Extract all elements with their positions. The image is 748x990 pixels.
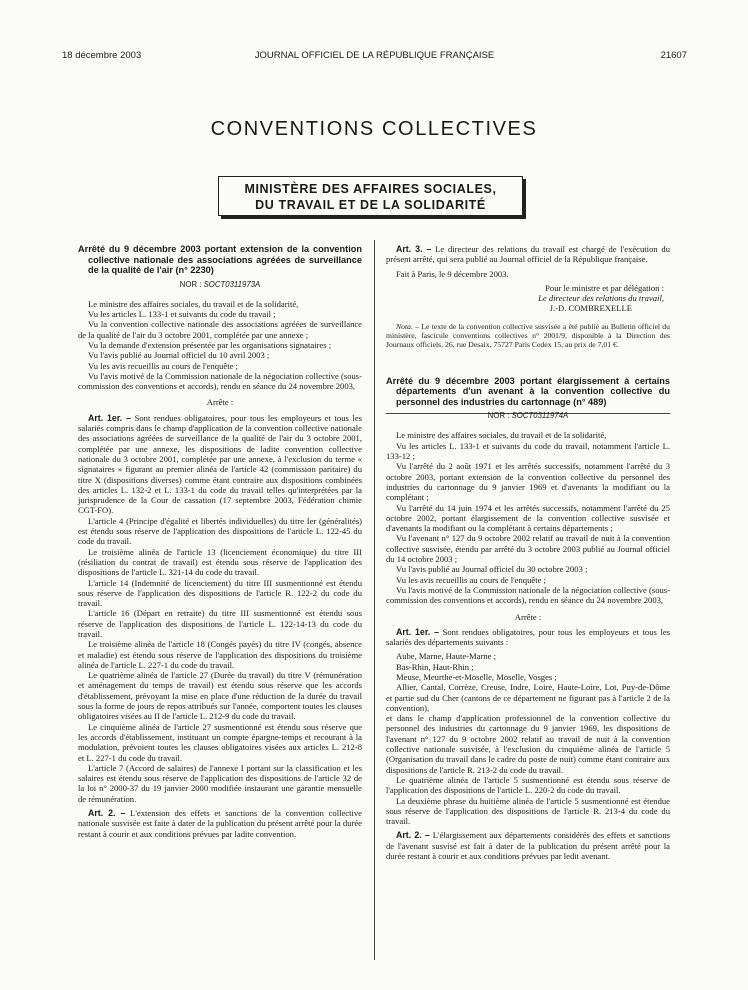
arrete-heading: Arrête : — [206, 397, 234, 408]
page-header — [62, 50, 687, 64]
signature-line-2: Le directeur des relations du travail, — [538, 293, 664, 304]
article-paragraph: L'article 4 (Principe d'égalité et libertés individuelles) du titre Ier (généralités) est étendu sous réserve de l'application des dispositions de l'article L. 122-45 du code du travail. — [78, 515, 362, 547]
article-label: Art. 2. – — [396, 830, 430, 841]
ministry-line-1: MINISTÈRE DES AFFAIRES SOCIALES, — [244, 182, 497, 196]
visa-paragraph: Le ministre des affaires sociales, du travail et de la solidarité, — [396, 430, 607, 441]
visa-paragraph: Vu l'arrêté du 2 août 1971 et les arrêtés successifs, notamment l'arrêté du 3 octobre 2003, portant extension de la convention collective du personnel des industries du cartonnage du 9 janvier 1969 et d'avenants la modifiant ou la complétant ; — [386, 461, 670, 503]
article-paragraph: L'article 14 (Indemnité de licenciement) du titre III susmentionné est étendu sous réserve de l'application des dispositions de l'article R. 122-2 du code du travail. — [78, 577, 362, 609]
right-column — [386, 244, 670, 861]
article-paragraph: L'article 7 (Accord de salaires) de l'annexe I portant sur la classification et les salaires est étendu sous réserve de l'application des dispositions de l'article 32 de la loi n° 2000-37 du 19 janvier 2000 modifiée instaurant une garantie mensuelle de rémunération. — [78, 762, 362, 804]
signature-line-1: Pour le ministre et par délégation : — [545, 282, 664, 293]
article-paragraph: Le troisième alinéa de l'article 13 (licenciement économique) du titre III (résiliation du contrat de travail) est étendu sous réserve de l'application des dispositions de l'article L. 321-14 du code du travail. — [78, 546, 362, 578]
nor-code-2: SOCT0311974A — [511, 411, 569, 421]
nor-code: SOCT0311973A — [203, 279, 261, 289]
visa-paragraph: Vu la demande d'extension présentée par les organisations signataires ; — [88, 339, 332, 350]
article-3: Art. 3. – Le directeur des relations du travail est chargé de l'exécution du présent arrêté, qui sera publié au Journal officiel de la République française. — [386, 244, 670, 265]
department-list-item: Meuse, Meurthe-et-Moselle, Moselle, Vosges ; — [396, 672, 557, 682]
nota: Nota. – Le texte de la convention collective susvisée a été publié au Bulletin officiel du ministère, fascicule conventions collectives n° 2001/9, disponible à la Direction des Journaux officiels, 26, rue Desaix, 75727 Paris Cedex 15, au prix de 7,01 €. — [386, 321, 670, 350]
decree-title: Arrêté du 9 décembre 2003 portant extension de la convention collective nationale des associations agréées de surveillance de la qualité de l'air (n° 2230) — [78, 244, 362, 275]
article-paragraph: Le troisième alinéa de l'article 18 (Congés payés) du titre IV (congés, absence et maladie) est étendu sous réserve de l'application des dispositions du troisième alinéa de l'article L. 227-1 du code du travail. — [78, 639, 362, 670]
department-list-item: Allier, Cantal, Corrèze, Creuse, Indre, Loire, Haute-Loire, Lot, Puy-de-Dôme et partie sud du Cher (cantons de ce département ne figurant pas à l'article 2 de la convention), — [386, 682, 670, 713]
article-paragraph: La deuxième phrase du huitième alinéa de l'article 5 susmentionné est étendue sous réserve de l'application des dispositions de l'article R. 213-4 du code du travail. — [386, 795, 670, 827]
ministry-line-2: DU TRAVAIL ET DE LA SOLIDARITÉ — [255, 198, 486, 212]
department-list-item: Bas-Rhin, Haut-Rhin ; — [396, 661, 474, 672]
arrete-heading-2: Arrête : — [514, 611, 542, 622]
section-title: CONVENTIONS COLLECTIVES — [210, 118, 538, 140]
nor-reference-2: NOR : SOCT0311974A — [487, 411, 569, 421]
article-1-2: Art. 1er. – Sont rendues obligatoires, pour tous les employeurs et tous les salariés des départements suivants : — [386, 626, 670, 648]
header-date: 18 décembre 2003 — [62, 50, 142, 61]
visa-paragraph: Vu l'avis motivé de la Commission nationale de la négociation collective (sous-commission des conventions et accords), rendu en séance du 24 novembre 2003, — [78, 370, 362, 392]
decree-title-2: Arrêté du 9 décembre 2003 portant élargissement à certains départements d'un avenant à la convention collective du personnel des industries du cartonnage (n° 489) — [386, 375, 670, 407]
article-paragraph: Le quatrième alinéa de l'article 5 susmentionné est étendu sous réserve de l'application des dispositions de l'article L. 220-2 du code du travail. — [386, 774, 670, 796]
signatory-name: J.-D. COMBREXELLE — [549, 303, 632, 314]
signature-place-date: Fait à Paris, le 9 décembre 2003. — [396, 268, 509, 279]
visa-paragraph: Vu l'avenant n° 127 du 9 octobre 2002 relatif au travail de nuit à la convention collective susvisée, étendu par arrêté du 3 octobre 2003 publié au Journal officiel du 14 octobre 2003 ; — [386, 533, 670, 565]
article-paragraph: Le cinquième alinéa de l'article 27 susmentionné est étendu sous réserve que les accords d'établissement, instituant un compte épargne-temps et recourant à la modulation, prévoient toutes les clauses obligatoires visées aux articles L. 212-8 et L. 227-1 du code du travail. — [78, 721, 362, 763]
department-list-item: Aube, Marne, Haute-Marne ; — [396, 651, 496, 662]
article-label: Art. 1er. – — [396, 626, 439, 637]
visa-paragraph: Vu les avis recueillis au cours de l'enquête ; — [396, 574, 546, 585]
article-2-2: Art. 2. – L'élargissement aux départements considérés des effets et sanctions de l'avenant susvisé est fait à dater de la publication du présent arrêté pour la durée restant à courir et aux conditions prévues par ledit avenant. — [386, 830, 670, 862]
visa-paragraph: Vu les avis recueillis au cours de l'enquête ; — [88, 360, 238, 371]
article-label: Art. 3. – — [396, 244, 432, 254]
header-journal: JOURNAL OFFICIEL DE LA RÉPUBLIQUE FRANÇAISE — [254, 50, 495, 61]
column-divider — [374, 240, 375, 960]
article-label: Art. 1er. – — [88, 412, 131, 423]
article-paragraph: L'article 16 (Départ en retraite) du titre III susmentionné est étendu sous réserve de l'application des dispositions de l'article L. 122-14-13 du code du travail. — [78, 608, 362, 639]
article-paragraph: Le quatrième alinéa de l'article 27 (Durée du travail) du titre V (rémunération et aménagement du temps de travail) est étendu sous réserve que les accords d'établissement, prévoyant la mise en place d'une réduction de la durée du travail sous la forme de jours de repos attribués sur l'année, comportent toutes les clauses obligatoires visées au II de l'article L. 212-9 du code du travail. — [78, 670, 362, 722]
article-continuation: et dans le champ d'application professionnel de la convention collective du personnel des industries du cartonnage du 9 janvier 1969, les dispositions de l'avenant n° 127 du 9 octobre 2002 relatif au travail de nuit à la convention collective nationale susvisée, à l'exclusion du cinquième alinéa de l'article 5 (Organisation du travail dans le cadre du poste de nuit) comme étant contraire aux dispositions de l'article R. 213-2 du code du travail. — [386, 713, 670, 775]
header-page-number: 21607 — [660, 50, 687, 61]
visa-paragraph: Vu les articles L. 133-1 et suivants du code du travail ; — [88, 309, 276, 320]
ministry-box — [218, 176, 523, 216]
article-1: Art. 1er. – Sont rendues obligatoires, pour tous les employeurs et tous les salariés compris dans le champ d'application de la convention collective nationale des associations agréées de surveillance de la qualité de l'air du 3 octobre 2001, complétée par une annexe, les dispositions de ladite convention collective nationale du 3 octobre 2001, complétée par une annexe, à l'exclusion du terme « signataires » figurant au premier alinéa de l'article 42 (commission paritaire) du titre X (dispositions diverses) comme étant contraire aux dispositions combinées des articles L. 132-2 et L. 133-1 du code du travail telles qu'interprétées par la jurisprudence de la Cour de cassation (17 septembre 2003, Fédération chimie CGT-FO). — [78, 412, 362, 516]
visa-paragraph: Vu l'avis publié au Journal officiel du 30 octobre 2003 ; — [396, 564, 588, 575]
visa-paragraph: Vu l'arrêté du 14 juin 1974 et les arrêtés successifs, notamment l'arrêté du 25 octobre 2002, portant élargissement de la convention collective susvisée et d'avenants la modifiant ou la complétant à certains départements ; — [386, 502, 670, 534]
visa-paragraph: Vu les articles L. 133-1 et suivants du code du travail, notamment l'article L. 133-12 ; — [386, 440, 670, 462]
article-label: Art. 2. – — [88, 808, 126, 819]
visa-paragraph: Vu l'avis motivé de la Commission nationale de la négociation collective (sous-commission des conventions et accords), rendu en séance du 24 novembre 2003, — [386, 584, 670, 606]
article-2: Art. 2. – L'extension des effets et sanctions de la convention collective nationale susvisée est faite à dater de la publication du présent arrêté pour la durée restant à courir et aux conditions prévues par ladite convention. — [78, 808, 362, 839]
nor-reference: NOR : SOCT0311973A — [179, 279, 261, 289]
visa-paragraph: Le ministre des affaires sociales, du travail et de la solidarité, — [88, 298, 299, 309]
left-column — [78, 244, 362, 839]
visa-paragraph: Vu la convention collective nationale des associations agréées de surveillance de la qualité de l'air du 3 octobre 2001, complétée par une annexe ; — [78, 319, 362, 340]
visa-paragraph: Vu l'avis publié au Journal officiel du 10 avril 2003 ; — [88, 350, 270, 361]
